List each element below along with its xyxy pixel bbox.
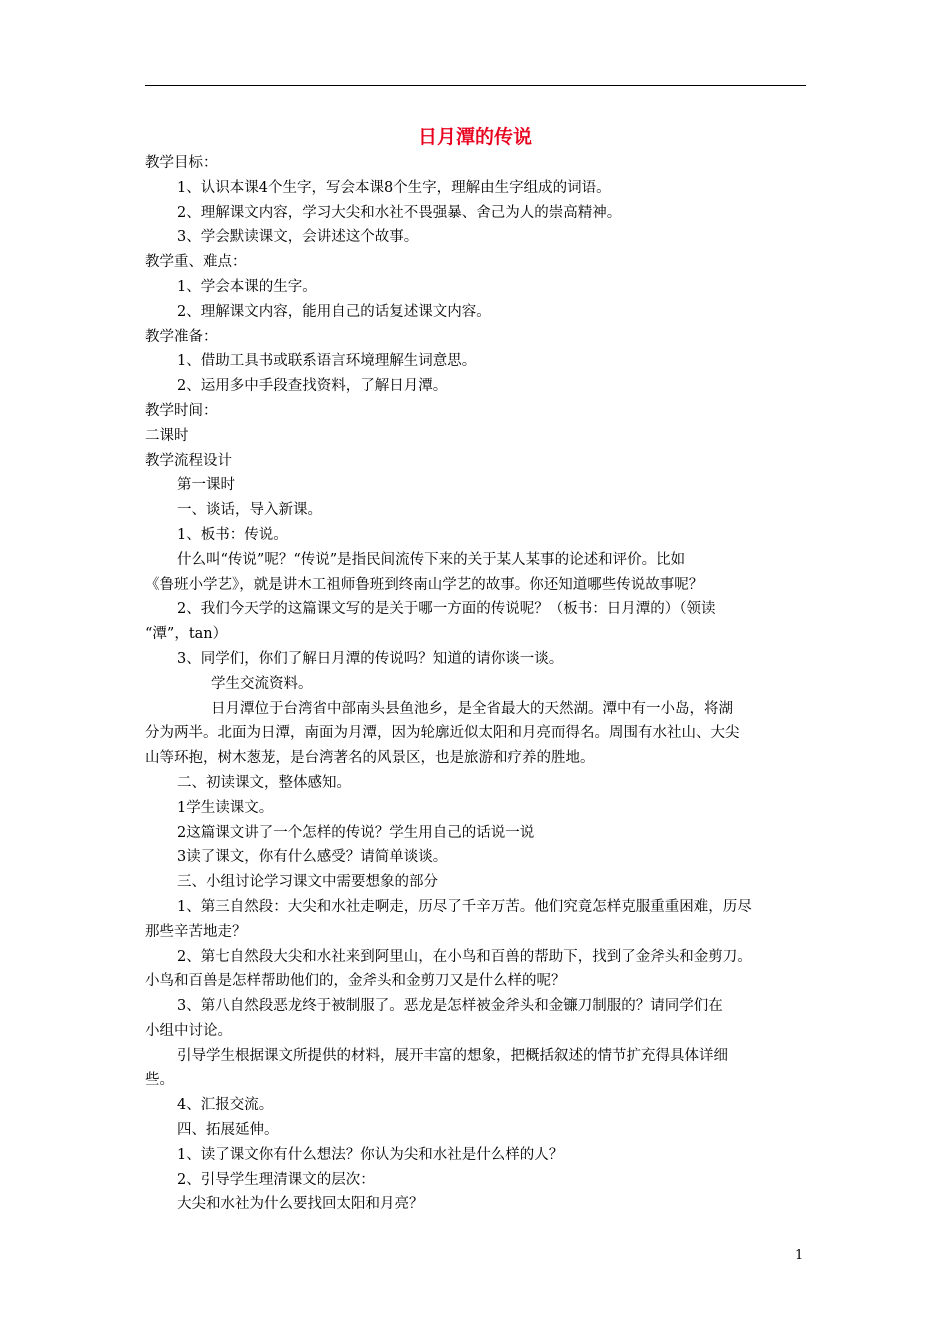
text-line: 教学时间： <box>145 402 218 419</box>
text-line: 第一课时 <box>177 477 235 494</box>
text-line: 山等环抱，树木葱茏，是台湾著名的风景区，也是旅游和疗养的胜地。 <box>145 750 595 767</box>
text-line: 3、学会默读课文，会讲述这个故事。 <box>177 229 419 246</box>
text-line: 2、第七自然段大尖和水社来到阿里山，在小鸟和百兽的帮助下，找到了金斧头和金剪刀。 <box>177 948 752 965</box>
text-line: 《鲁班小学艺》，就是讲木工祖师鲁班到终南山学艺的故事。你还知道哪些传说故事呢？ <box>145 576 704 593</box>
text-line: 日月潭位于台湾省中部南头县鱼池乡，是全省最大的天然湖。潭中有一小岛，将湖 <box>211 700 733 717</box>
text-line: 二、初读课文，整体感知。 <box>177 774 351 791</box>
text-line: 1、借助工具书或联系语言环境理解生词意思。 <box>177 353 477 370</box>
text-line: 分为两半。北面为日潭，南面为月潭，因为轮廓近似太阳和月亮而得名。周围有水社山、大尖 <box>145 725 740 742</box>
text-line: 小组中讨论。 <box>145 1022 232 1039</box>
text-line: 1、读了课文你有什么想法？你认为尖和水社是什么样的人？ <box>177 1146 564 1163</box>
text-line: 2、运用多中手段查找资料，了解日月潭。 <box>177 378 448 395</box>
header-rule <box>145 85 806 86</box>
text-line: 4、汇报交流。 <box>177 1097 274 1114</box>
text-line: 1、学会本课的生字。 <box>177 278 317 295</box>
text-line: 3、第八自然段恶龙终于被制服了。恶龙是怎样被金斧头和金镰刀制服的？请同学们在 <box>177 998 723 1015</box>
text-line: 1、认识本课4个生字，写会本课8个生字，理解由生字组成的词语。 <box>177 179 611 196</box>
text-line: 四、拓展延伸。 <box>177 1122 279 1139</box>
text-line: 2、理解课文内容，学习大尖和水社不畏强暴、舍己为人的崇高精神。 <box>177 204 622 221</box>
text-line: 那些辛苦地走？ <box>145 923 247 940</box>
text-line: 2、理解课文内容，能用自己的话复述课文内容。 <box>177 303 491 320</box>
text-line: 3读了课文，你有什么感受？请简单谈谈。 <box>177 849 448 866</box>
document-body <box>145 151 806 1217</box>
text-line: 些。 <box>145 1072 174 1089</box>
text-line: 教学目标： <box>145 155 218 171</box>
text-line: 教学准备： <box>145 328 218 345</box>
text-line: 1、第三自然段：大尖和水社走啊走，历尽了千辛万苦。他们究竟怎样克服重重困难，历尽 <box>177 898 752 915</box>
text-line: 2、我们今天学的这篇课文写的是关于哪一方面的传说呢？（板书：日月潭的）（领读 <box>177 601 716 618</box>
text-line: 3、同学们，你们了解日月潭的传说吗？知道的请你谈一谈。 <box>177 650 564 667</box>
text-line: 二课时 <box>145 427 189 444</box>
page-number: 1 <box>795 1248 804 1263</box>
text-line: 2、引导学生理清课文的层次： <box>177 1171 375 1188</box>
text-line: 什么叫“传说”呢？“传说”是指民间流传下来的关于某人某事的论述和评价。比如 <box>177 551 686 568</box>
text-line: 1学生读课文。 <box>177 799 274 816</box>
text-line: 教学重、难点： <box>145 254 247 271</box>
document-title: 日月潭的传说 <box>417 126 532 148</box>
text-line: 教学流程设计 <box>145 452 232 469</box>
text-line: 小鸟和百兽是怎样帮助他们的，金斧头和金剪刀又是什么样的呢？ <box>145 973 566 990</box>
text-line: 一、谈话，导入新课。 <box>177 502 322 519</box>
text-line: 引导学生根据课文所提供的材料，展开丰富的想象，把概括叙述的情节扩充得具体详细 <box>177 1047 728 1064</box>
text-line: 三、小组讨论学习课文中需要想象的部分 <box>177 874 438 891</box>
text-line: 大尖和水社为什么要找回太阳和月亮？ <box>177 1196 424 1213</box>
text-line: “潭”，tan） <box>145 626 228 643</box>
text-line: 2这篇课文讲了一个怎样的传说？学生用自己的话说一说 <box>177 824 535 841</box>
text-line: 1、板书：传说。 <box>177 526 288 543</box>
text-line: 学生交流资料。 <box>211 675 313 692</box>
